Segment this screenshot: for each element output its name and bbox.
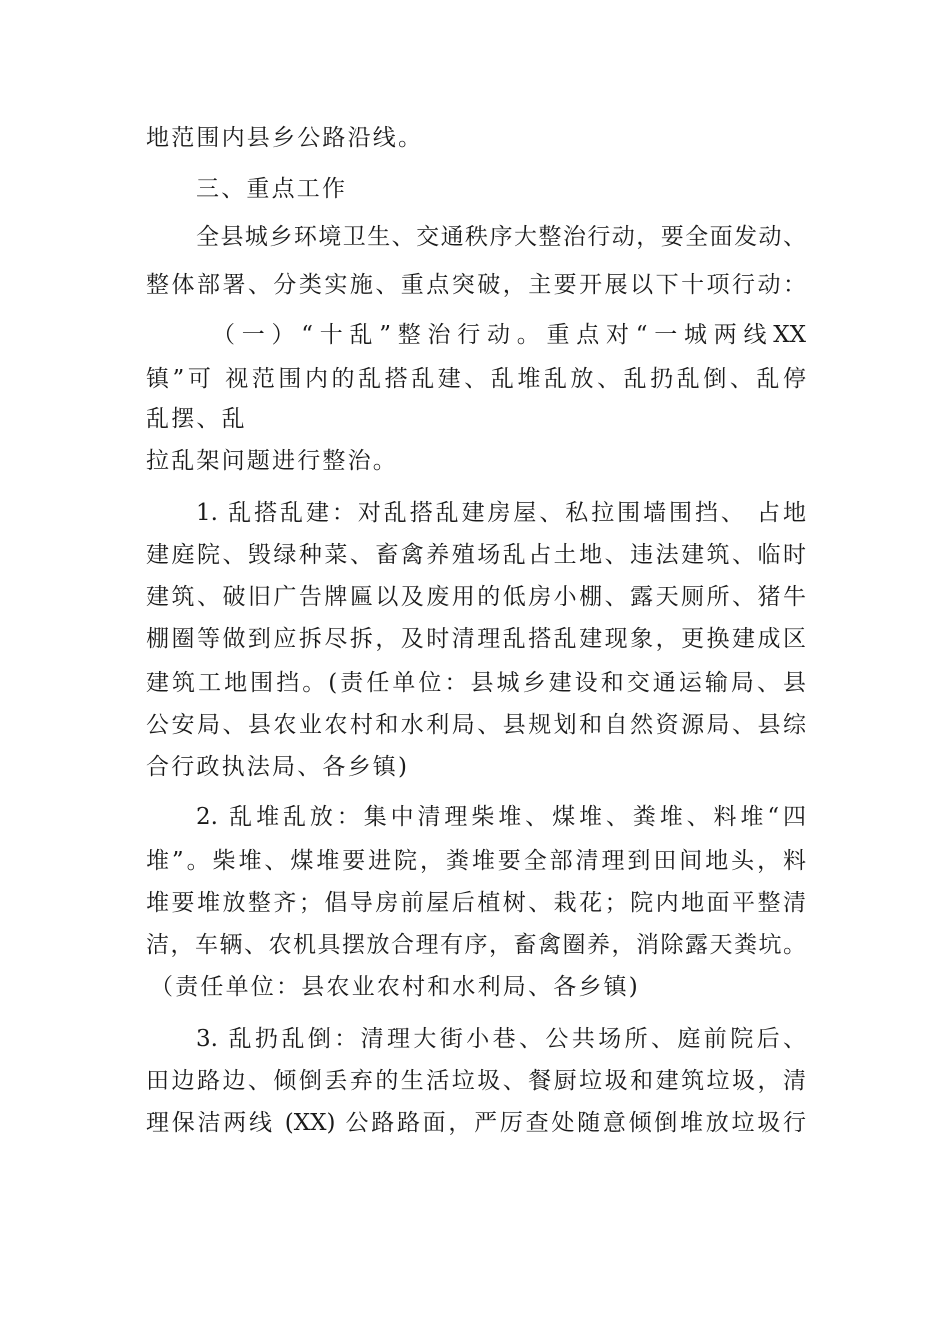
text-line: 建筑、破旧广告牌匾以及废用的低房小棚、露天厕所、猪牛	[146, 584, 806, 610]
text-line: 建庭院、毁绿种菜、畜禽养殖场乱占土地、违法建筑、临时	[146, 542, 806, 568]
text-line: 建筑工地围挡。(责任单位：县城乡建设和交通运输局、县	[146, 670, 806, 696]
item-heading: 3. 乱扔乱倒：清理大街小巷、公共场所、庭前院后、	[196, 1026, 806, 1052]
item-heading: 1. 乱搭乱建：对乱搭乱建房屋、私拉围墙围挡、 占地	[196, 500, 806, 526]
text-line: 理保洁两线 (XX) 公路路面，严厉查处随意倾倒堆放垃圾行	[146, 1110, 806, 1136]
subsection-heading: （一）“十乱”整治行动。重点对“一城两线XX	[212, 322, 806, 348]
text-line: 洁，车辆、农机具摆放合理有序，畜禽圈养，消除露天粪坑。	[146, 932, 806, 958]
text-line: 全县城乡环境卫生、交通秩序大整治行动，要全面发动、	[196, 224, 806, 250]
text-line: 田边路边、倾倒丢弃的生活垃圾、餐厨垃圾和建筑垃圾，清	[146, 1068, 806, 1094]
text-line: 公安局、县农业农村和水利局、县规划和自然资源局、县综	[146, 712, 806, 738]
text-line: （责任单位：县农业农村和水利局、各乡镇)	[150, 974, 640, 1000]
text-line: 合行政执法局、各乡镇)	[146, 754, 410, 780]
text-line: 镇”可 视范围内的乱搭乱建、乱堆乱放、乱扔乱倒、乱停	[146, 366, 806, 392]
text-line: 地范围内县乡公路沿线。	[146, 125, 424, 151]
text-line: 堆要堆放整齐；倡导房前屋后植树、栽花；院内地面平整清	[146, 890, 806, 916]
text-line: 堆”。柴堆、煤堆要进院，粪堆要全部清理到田间地头，料	[146, 848, 806, 874]
text-line: 整体部署、分类实施、重点突破，主要开展以下十项行动：	[146, 272, 806, 298]
text-line: 拉乱架问题进行整治。	[146, 448, 398, 474]
section-heading: 三、重点工作	[196, 176, 348, 202]
text-line: 棚圈等做到应拆尽拆，及时清理乱搭乱建现象，更换建成区	[146, 626, 806, 652]
text-line: 乱摆、乱	[146, 406, 247, 432]
item-heading: 2. 乱堆乱放：集中清理柴堆、煤堆、粪堆、料堆“四	[196, 804, 806, 830]
